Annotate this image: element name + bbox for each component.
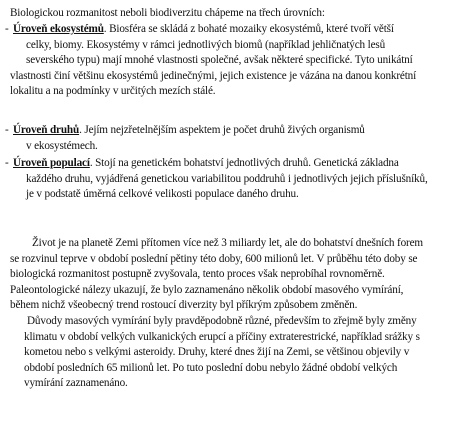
list-dash: - <box>5 157 9 169</box>
paragraph-2-line-4: období posledních 65 milionů let. Po tuto poslední dobu nebylo žádné období velkých <box>24 361 398 374</box>
intro-sentence: Biologickou rozmanitost neboli biodiverzitu chápeme na třech úrovních: <box>10 7 325 19</box>
list-dash: - <box>5 23 9 35</box>
level-ecosystems-line-3: severského typu) mají mnohé vlastnosti společné, avšak některé specifické. Tyto unikátní <box>26 54 413 66</box>
level-populations <box>5 156 428 203</box>
paragraph-mass-extinction <box>10 314 458 392</box>
level-species-term: Úroveň druhů <box>13 124 80 136</box>
paragraph-1-line-3: biologická rozmanitost postupně zvyšovala, tento proces však neprobíhal rovnoměrně. <box>10 268 385 280</box>
paragraph-1-line-1: Život je na planetě Zemi přítomen více než 3 miliardy let, ale do bohatství dnešních forem <box>32 237 423 249</box>
paragraph-2-line-5: vymírání zaznamenáno. <box>24 377 128 389</box>
level-populations-term: Úroveň populací <box>13 157 90 169</box>
list-dash: - <box>5 124 9 136</box>
paragraph-1-line-2: se rozvinul teprve v období poslední pětiny této doby, 600 milionů let. V průběhu této doby se <box>10 252 418 265</box>
paragraph-2-line-1: Důvody masových vymírání byly pravděpodobně různé, především to zřejmě byly změny <box>27 315 417 327</box>
level-populations-line-1 <box>5 156 428 172</box>
level-species <box>5 123 365 154</box>
level-populations-text-1: . Stojí na genetickém bohatství jednotlivých druhů. Genetická základna <box>89 157 399 169</box>
level-ecosystems <box>5 22 416 100</box>
level-species-text-1: . Jejím nejzřetelnějším aspektem je počet druhů živých organismů <box>79 124 365 136</box>
paragraph-2-line-2: klimatu v období velkých vulkanických erupcí a příčiny extraterestrické, například srážky s <box>24 330 420 343</box>
level-species-line-1 <box>5 123 365 139</box>
paragraph-2-line-3: kometou nebo s velkými asteroidy. Druhy, které dnes žijí na Zemi, se většinou objevily v <box>24 346 410 358</box>
level-ecosystems-line-4: vlastnosti činí většinu ekosystémů jedinečnými, jejich existence je vázána na danou konkrétní <box>10 69 417 82</box>
paragraph-life-history <box>10 236 458 314</box>
level-ecosystems-line-2: celky, biomy. Ekosystémy v rámci jednotlivých biomů (například jehličnatých lesů <box>26 38 386 51</box>
level-ecosystems-line-1 <box>5 22 416 38</box>
paragraph-1-line-4: Paleontologické nálezy ukazují, že bylo zaznamenáno několik období masového vymírání, <box>10 283 404 296</box>
level-ecosystems-text-1: . Biosféra se skládá z bohaté mozaiky ekosystémů, které tvoří větší <box>103 23 394 35</box>
level-populations-line-2: každého druhu, vyjádřená genetickou variabilitou poddruhů i jednotlivých jejich příslušníků, <box>26 172 428 185</box>
level-populations-line-3: je v podstatě úměrná celkové velikosti populace daného druhu. <box>26 188 299 200</box>
paragraph-1-line-5: během nichž všeobecný trend rostoucí diverzity byl příkrým způsobem změněn. <box>10 299 358 311</box>
level-species-line-2: v ekosystémech. <box>26 139 98 152</box>
level-ecosystems-term: Úroveň ekosystémů <box>13 23 104 35</box>
level-ecosystems-line-5: lokalitu a na podmínky v určitých mezích stálé. <box>10 85 216 97</box>
